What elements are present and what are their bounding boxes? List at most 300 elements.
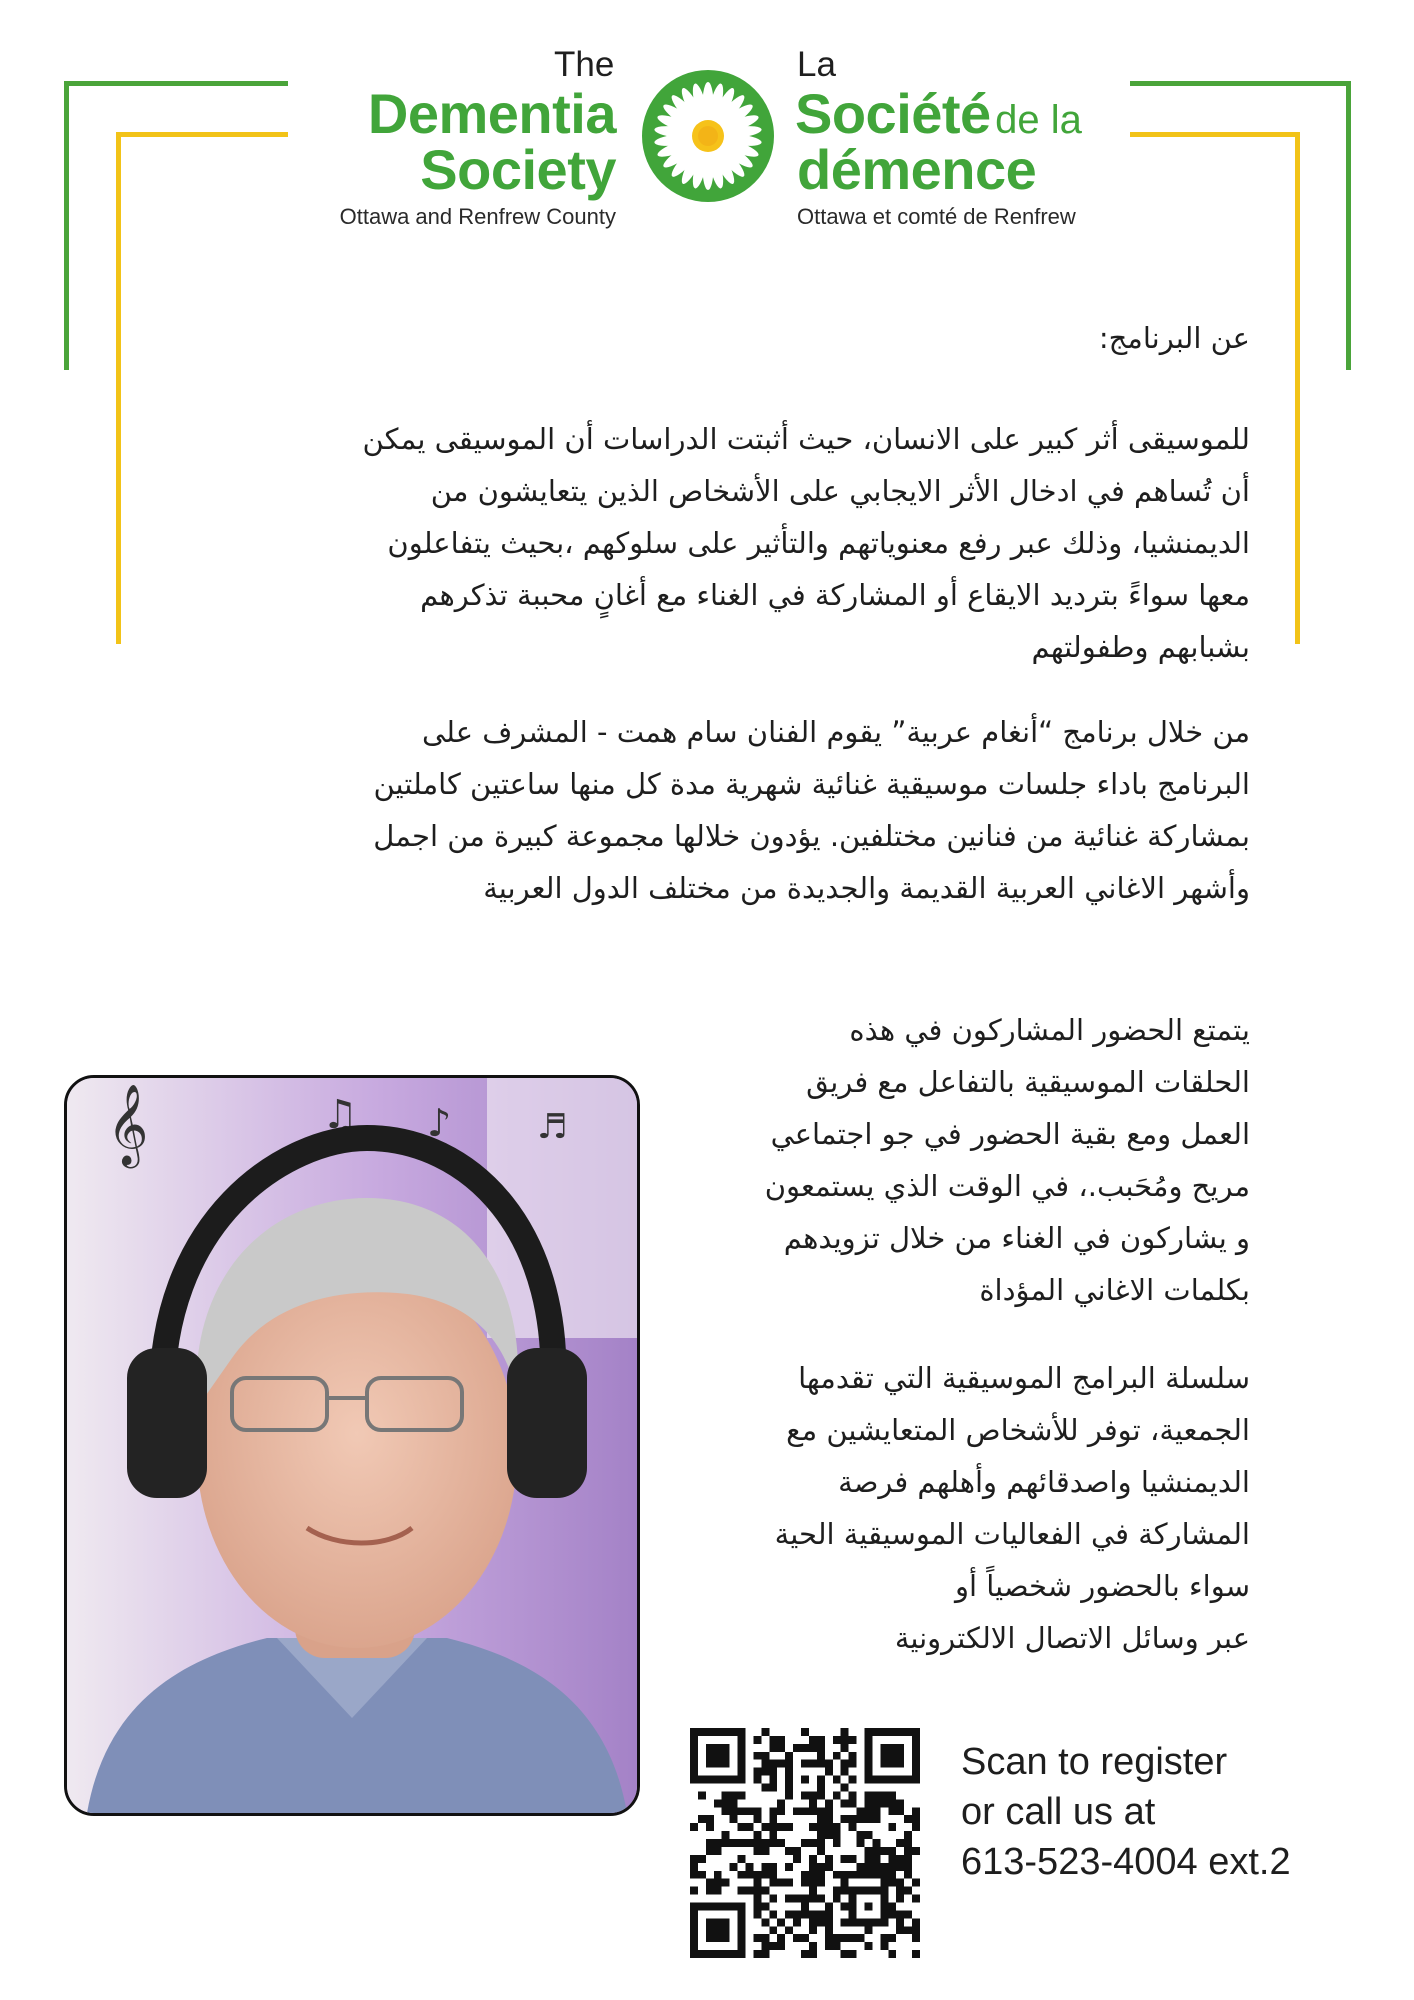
qr-module [777,1799,785,1807]
qr-module [817,1831,825,1839]
qr-module [841,1934,849,1942]
qr-module [872,1847,880,1855]
qr-module [841,1879,849,1887]
qr-module [841,1918,849,1926]
qr-module [769,1831,777,1839]
daisy-flower-icon [641,69,775,203]
qr-timing-module [769,1776,777,1784]
qr-module [817,1879,825,1887]
qr-timing-module [785,1776,793,1784]
qr-module [801,1902,809,1910]
qr-module [896,1895,904,1903]
qr-module [817,1807,825,1815]
qr-module [769,1942,777,1950]
qr-module [896,1887,904,1895]
qr-module [753,1950,761,1958]
qr-module [864,1799,872,1807]
qr-module [722,1879,730,1887]
qr-module [904,1863,912,1871]
qr-finder-inner [880,1744,904,1768]
qr-module [817,1791,825,1799]
music-note-1: 𝄞 [107,1083,149,1165]
qr-module [769,1926,777,1934]
qr-module [761,1942,769,1950]
qr-module [793,1744,801,1752]
qr-module [714,1847,722,1855]
qr-module [690,1871,698,1879]
qr-module [761,1839,769,1847]
logo-societe: Société [795,82,991,145]
qr-module [825,1910,833,1918]
qr-module [785,1752,793,1760]
qr-module [825,1863,833,1871]
qr-module [706,1887,714,1895]
qr-module [753,1839,761,1847]
qr-module [801,1950,809,1958]
qr-module [809,1736,817,1744]
qr-module [904,1855,912,1863]
frame-line-yellow-top-left [116,132,288,137]
qr-module [825,1934,833,1942]
qr-module [841,1815,849,1823]
paragraph-line: بمشاركة غنائية من فنانين مختلفين. يؤدون خلالها مجموعة كبيرة من اجمل [373,819,1250,853]
logo-the: The [554,45,615,84]
qr-module [722,1791,730,1799]
qr-module [880,1879,888,1887]
qr-module [825,1823,833,1831]
qr-module [904,1839,912,1847]
qr-module [690,1863,698,1871]
qr-module [888,1863,896,1871]
qr-module [801,1895,809,1903]
qr-module [809,1791,817,1799]
qr-module [769,1744,777,1752]
qr-module [785,1895,793,1903]
qr-module [722,1839,730,1847]
qr-module [714,1871,722,1879]
qr-module [801,1744,809,1752]
qr-module [809,1910,817,1918]
register-call-text: or call us at [961,1791,1156,1833]
qr-module [841,1887,849,1895]
frame-line-yellow-left [116,132,121,644]
qr-module [888,1879,896,1887]
qr-module [833,1942,841,1950]
qr-module [904,1871,912,1879]
qr-module [896,1926,904,1934]
man-with-headphones-photo [64,1075,640,1816]
paragraph-line: الديمنشيا، وذلك عبر رفع معنوياتهم والتأثير على سلوكهم ،بحيث يتفاعلون [387,526,1250,560]
qr-module [809,1855,817,1863]
qr-module [833,1831,841,1839]
qr-module [888,1950,896,1958]
qr-module [801,1910,809,1918]
qr-module [864,1926,872,1934]
frame-line-yellow-right [1295,132,1300,644]
qr-module [825,1760,833,1768]
qr-module [793,1910,801,1918]
qr-module [753,1879,761,1887]
qr-module [777,1823,785,1831]
qr-module [769,1871,777,1879]
qr-module [888,1934,896,1942]
qr-module [880,1791,888,1799]
qr-module [722,1831,730,1839]
qr-module [912,1807,920,1815]
qr-module [777,1942,785,1950]
qr-module [753,1815,761,1823]
qr-module [833,1791,841,1799]
qr-module [912,1895,920,1903]
qr-module [785,1847,793,1855]
qr-module [817,1863,825,1871]
qr-module [864,1831,872,1839]
qr-module [912,1918,920,1926]
qr-module [746,1863,754,1871]
qr-module [690,1855,698,1863]
qr-module [785,1791,793,1799]
qr-module [753,1752,761,1760]
qr-module [833,1887,841,1895]
qr-module [825,1902,833,1910]
qr-module [825,1807,833,1815]
qr-module [872,1863,880,1871]
qr-module [730,1815,738,1823]
qr-module [833,1934,841,1942]
qr-module [753,1831,761,1839]
qr-module [746,1871,754,1879]
qr-module [888,1807,896,1815]
qr-module [777,1744,785,1752]
qr-module [817,1815,825,1823]
qr-module [769,1815,777,1823]
qr-module [888,1847,896,1855]
qr-module [841,1855,849,1863]
qr-module [872,1791,880,1799]
qr-module [793,1918,801,1926]
paragraph-line: الحلقات الموسيقية بالتفاعل مع فريق [806,1065,1250,1099]
earcup-left [127,1348,207,1498]
qr-module [825,1855,833,1863]
about-heading: عن البرنامج: [1098,321,1250,355]
qr-module [753,1736,761,1744]
qr-module [706,1839,714,1847]
qr-module [809,1879,817,1887]
qr-module [888,1871,896,1879]
qr-module [888,1799,896,1807]
qr-module [849,1791,857,1799]
qr-module [801,1871,809,1879]
qr-module [857,1934,865,1942]
qr-timing-module [801,1776,809,1784]
qr-module [857,1815,865,1823]
register-scan-text: Scan to register [961,1741,1228,1783]
qr-module [801,1879,809,1887]
qr-module [864,1942,872,1950]
qr-module [857,1807,865,1815]
qr-module [817,1752,825,1760]
qr-module [769,1839,777,1847]
qr-module [753,1871,761,1879]
qr-module [769,1879,777,1887]
qr-align-inner [864,1902,872,1910]
qr-module [809,1863,817,1871]
qr-module [904,1910,912,1918]
qr-module [714,1839,722,1847]
music-note-2: ♫ [322,1092,358,1138]
qr-module [849,1934,857,1942]
qr-module [761,1871,769,1879]
qr-module [896,1879,904,1887]
qr-module [698,1855,706,1863]
qr-module [904,1831,912,1839]
qr-module [849,1823,857,1831]
qr-module [785,1784,793,1792]
qr-module [761,1823,769,1831]
qr-module [880,1847,888,1855]
qr-module [777,1879,785,1887]
qr-timing-module [738,1871,746,1879]
qr-timing-module [738,1839,746,1847]
qr-module [849,1736,857,1744]
daisy-center-shade [698,126,718,146]
qr-module [825,1799,833,1807]
qr-module [690,1823,698,1831]
music-note-4: ♬ [537,1107,568,1147]
qr-module [690,1887,698,1895]
qr-module [849,1760,857,1768]
qr-module [841,1736,849,1744]
qr-module [817,1895,825,1903]
qr-module [809,1839,817,1847]
paragraph-line: سلسلة البرامج الموسيقية التي تقدمها [798,1361,1250,1395]
paragraph-line: للموسيقى أثر كبير على الانسان، حيث أثبتت الدراسات أن الموسيقى يمكن [362,422,1250,456]
qr-code-icon[interactable] [690,1728,920,1958]
qr-module [722,1807,730,1815]
qr-module [809,1807,817,1815]
qr-module [809,1895,817,1903]
qr-timing-module [753,1776,761,1784]
qr-module [888,1791,896,1799]
qr-module [746,1839,754,1847]
logo-dementia: Dementia [367,82,616,145]
qr-module [761,1728,769,1736]
qr-module [730,1791,738,1799]
qr-module [706,1847,714,1855]
paragraph-line: معها سواءً بترديد الايقاع أو المشاركة في الغناء مع أغانٍ محببة تذكرهم [420,578,1250,612]
qr-module [809,1823,817,1831]
qr-finder-inner [706,1744,730,1768]
qr-module [761,1847,769,1855]
qr-module [888,1910,896,1918]
register-info [961,1737,1291,1887]
qr-module [872,1839,880,1847]
qr-module [841,1744,849,1752]
qr-timing-module [833,1776,841,1784]
qr-module [857,1871,865,1879]
qr-module [698,1791,706,1799]
logo-demence: démence [797,138,1037,201]
qr-module [777,1807,785,1815]
qr-module [793,1934,801,1942]
qr-module [864,1871,872,1879]
frame-line-green-top-left [64,81,288,86]
qr-module [801,1934,809,1942]
qr-module [769,1736,777,1744]
qr-module [801,1807,809,1815]
register-phone[interactable]: 613-523-4004 ext.2 [961,1841,1291,1883]
qr-module [880,1863,888,1871]
qr-module [714,1887,722,1895]
qr-finder-inner [706,1918,730,1942]
qr-module [825,1768,833,1776]
qr-module [833,1871,841,1879]
qr-module [896,1839,904,1847]
qr-module [841,1768,849,1776]
qr-module [825,1815,833,1823]
qr-timing-module [738,1791,746,1799]
qr-module [864,1847,872,1855]
qr-module [761,1784,769,1792]
qr-module [809,1950,817,1958]
qr-module [849,1950,857,1958]
qr-module [896,1855,904,1863]
paragraph-3 [765,1004,1250,1316]
qr-module [730,1807,738,1815]
qr-module [785,1926,793,1934]
qr-module [769,1807,777,1815]
qr-module [857,1839,865,1847]
qr-module [817,1871,825,1879]
qr-module [864,1863,872,1871]
qr-module [722,1799,730,1807]
qr-module [706,1879,714,1887]
qr-module [888,1855,896,1863]
qr-module [801,1839,809,1847]
qr-module [714,1879,722,1887]
qr-module [872,1855,880,1863]
qr-module [801,1760,809,1768]
paragraph-line: الديمنشيا واصدقائهم وأهلهم فرصة [838,1465,1250,1499]
qr-module [912,1879,920,1887]
qr-module [706,1815,714,1823]
qr-module [864,1855,872,1863]
qr-module [857,1831,865,1839]
qr-module [912,1815,920,1823]
qr-module [904,1887,912,1895]
qr-module [817,1918,825,1926]
logo-societe-line [795,82,1082,145]
qr-module [880,1871,888,1879]
qr-module [841,1799,849,1807]
qr-module [896,1910,904,1918]
qr-module [809,1760,817,1768]
qr-module [769,1760,777,1768]
qr-module [761,1887,769,1895]
qr-module [912,1847,920,1855]
qr-module [817,1839,825,1847]
qr-module [730,1863,738,1871]
qr-module [817,1847,825,1855]
qr-module [912,1823,920,1831]
qr-module [849,1752,857,1760]
qr-module [841,1784,849,1792]
qr-timing-module [738,1887,746,1895]
paragraph-line: المشاركة في الفعاليات الموسيقية الحية [774,1517,1250,1551]
qr-module [880,1934,888,1942]
qr-module [904,1926,912,1934]
qr-module [777,1839,785,1847]
qr-module [785,1910,793,1918]
qr-timing-module [817,1776,825,1784]
qr-module [833,1823,841,1831]
qr-module [777,1736,785,1744]
qr-module [912,1950,920,1958]
qr-module [793,1807,801,1815]
paragraph-line: يتمتع الحضور المشاركون في هذه [849,1013,1250,1047]
qr-timing-module [738,1807,746,1815]
paragraph-line: و يشاركون في الغناء من خلال تزويدهم [783,1221,1250,1255]
qr-module [833,1752,841,1760]
qr-module [817,1823,825,1831]
qr-module [785,1879,793,1887]
qr-module [801,1728,809,1736]
qr-module [753,1934,761,1942]
paragraph-line: من خلال برنامج “أنغام عربية” يقوم الفنان سام همت - المشرف على [421,715,1250,749]
qr-module [849,1799,857,1807]
qr-module [825,1926,833,1934]
qr-module [849,1871,857,1879]
paragraph-line: الجمعية، توفر للأشخاص المتعايشين مع [786,1413,1250,1447]
qr-module [793,1855,801,1863]
qr-module [777,1918,785,1926]
qr-module [714,1799,722,1807]
qr-module [888,1823,896,1831]
logo-region-fr: Ottawa et comté de Renfrew [797,204,1076,229]
qr-module [864,1807,872,1815]
qr-module [769,1784,777,1792]
frame-line-yellow-top-right [1130,132,1300,137]
qr-module [864,1815,872,1823]
qr-module [872,1871,880,1879]
qr-module [841,1728,849,1736]
qr-module [753,1768,761,1776]
qr-module [809,1887,817,1895]
frame-line-green-top-right [1130,81,1351,86]
qr-module [809,1926,817,1934]
qr-module [825,1942,833,1950]
qr-module [896,1807,904,1815]
qr-module [769,1768,777,1776]
qr-module [746,1823,754,1831]
qr-module [753,1887,761,1895]
qr-module [817,1760,825,1768]
qr-module [857,1863,865,1871]
qr-module [904,1847,912,1855]
paragraph-line: البرنامج باداء جلسات موسيقية غنائية شهرية مدة كل منها ساعتين كاملتين [373,767,1250,801]
qr-module [841,1950,849,1958]
qr-module [706,1823,714,1831]
qr-module [730,1799,738,1807]
qr-module [698,1815,706,1823]
paragraph-line: بكلمات الاغاني المؤداة [979,1273,1250,1307]
qr-module [872,1799,880,1807]
qr-module [896,1918,904,1926]
qr-timing-module [738,1855,746,1863]
qr-module [801,1791,809,1799]
qr-module [880,1799,888,1807]
music-note-3: ♪ [427,1101,452,1145]
